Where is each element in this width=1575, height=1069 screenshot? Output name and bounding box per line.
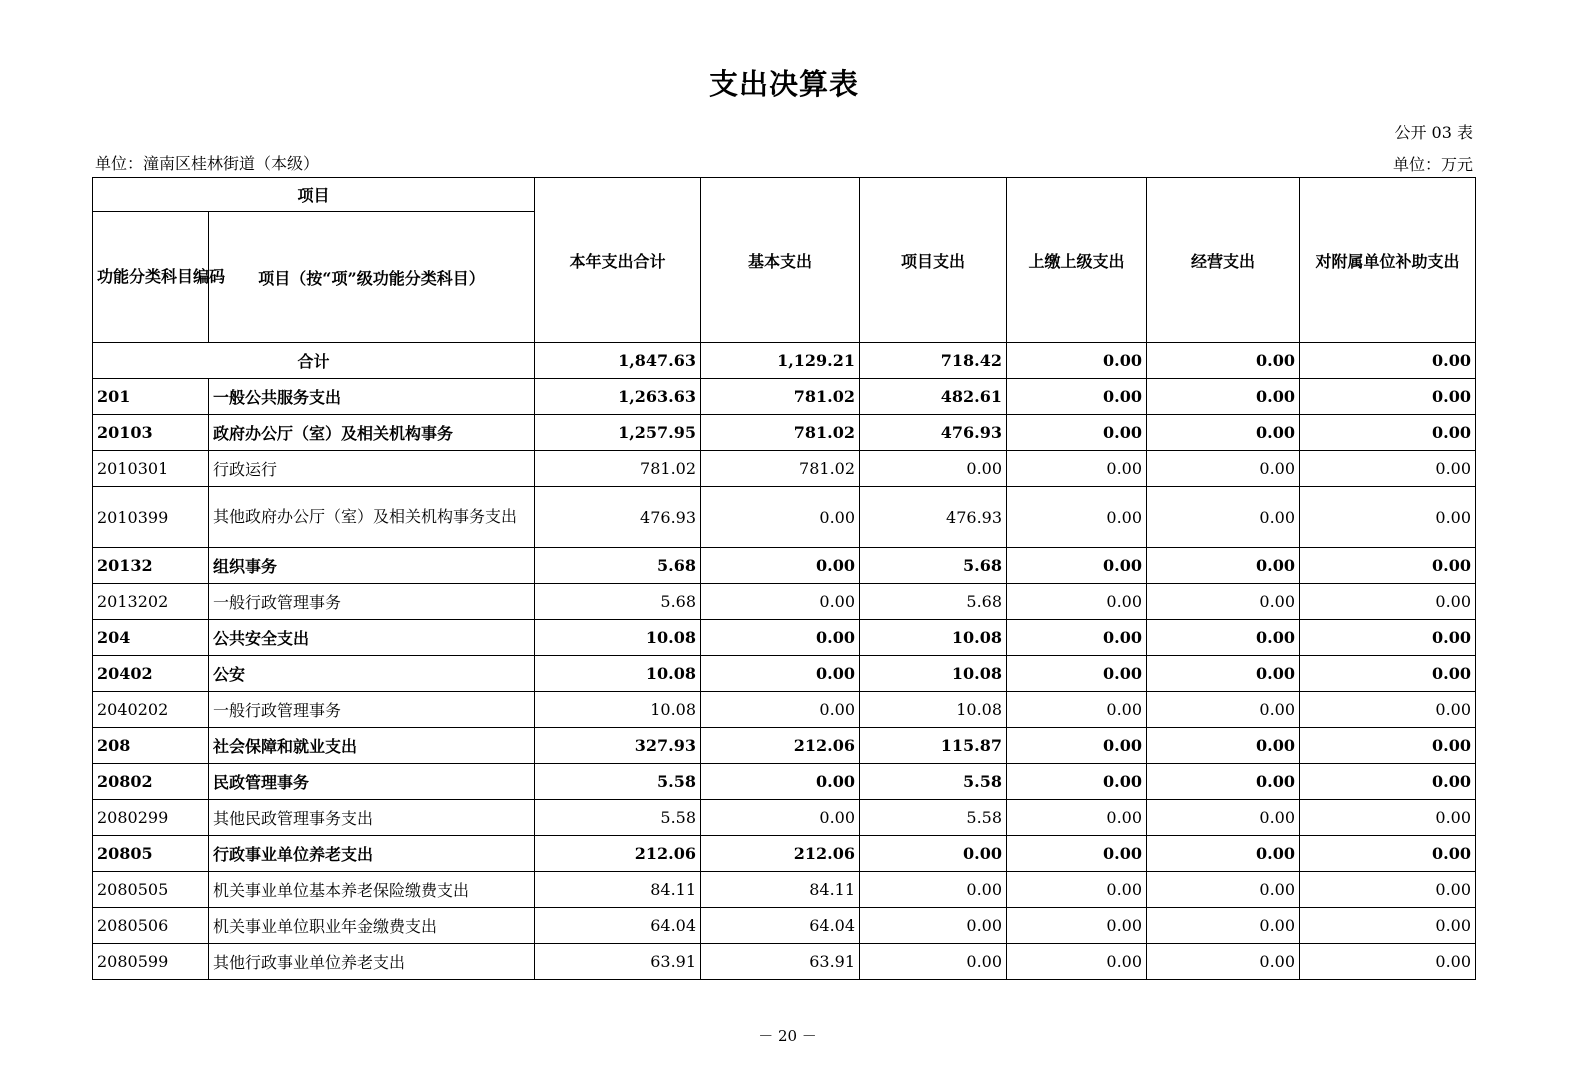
row-total: 476.93 <box>535 487 701 548</box>
row-upper: 0.00 <box>1007 379 1147 415</box>
row-basic: 64.04 <box>701 908 860 944</box>
report-title: 支出决算表 <box>708 67 859 101</box>
row-business: 0.00 <box>1147 656 1300 692</box>
table-row <box>93 944 1476 980</box>
row-basic: 0.00 <box>701 656 860 692</box>
row-total: 10.08 <box>535 692 701 728</box>
page-number: － 20 － <box>758 1027 817 1045</box>
row-upper: 0.00 <box>1007 487 1147 548</box>
header-item-group: 项目 <box>93 178 535 212</box>
row-code: 20132 <box>93 548 209 584</box>
row-upper: 0.00 <box>1007 692 1147 728</box>
row-name: 机关事业单位基本养老保险缴费支出 <box>209 872 535 908</box>
row-business: 0.00 <box>1147 764 1300 800</box>
row-business: 0.00 <box>1147 415 1300 451</box>
row-upper: 0.00 <box>1007 620 1147 656</box>
row-upper: 0.00 <box>1007 764 1147 800</box>
row-total: 10.08 <box>535 656 701 692</box>
row-project: 5.58 <box>860 764 1007 800</box>
row-upper: 0.00 <box>1007 728 1147 764</box>
table-row <box>93 656 1476 692</box>
row-subsidy: 0.00 <box>1300 548 1476 584</box>
header-upper: 上缴上级支出 <box>1007 178 1147 343</box>
row-project: 0.00 <box>860 836 1007 872</box>
reporting-unit: 单位：潼南区桂林街道（本级） <box>95 154 320 173</box>
row-name: 公安 <box>209 656 535 692</box>
row-upper: 0.00 <box>1007 548 1147 584</box>
row-subsidy: 0.00 <box>1300 415 1476 451</box>
row-subsidy: 0.00 <box>1300 728 1476 764</box>
row-project: 0.00 <box>860 451 1007 487</box>
row-total: 5.58 <box>535 800 701 836</box>
form-number: 公开 03 表 <box>1394 123 1473 142</box>
row-total: 64.04 <box>535 908 701 944</box>
row-project: 10.08 <box>860 656 1007 692</box>
row-business: 0.00 <box>1147 379 1300 415</box>
table-row <box>93 908 1476 944</box>
row-business: 0.00 <box>1147 800 1300 836</box>
row-upper: 0.00 <box>1007 415 1147 451</box>
row-subsidy: 0.00 <box>1300 908 1476 944</box>
row-basic: 0.00 <box>701 487 860 548</box>
table-row <box>93 487 1476 548</box>
row-basic: 212.06 <box>701 836 860 872</box>
total-business: 0.00 <box>1147 343 1300 379</box>
row-code: 2080505 <box>93 872 209 908</box>
row-business: 0.00 <box>1147 451 1300 487</box>
row-subsidy: 0.00 <box>1300 584 1476 620</box>
row-total: 63.91 <box>535 944 701 980</box>
row-subsidy: 0.00 <box>1300 944 1476 980</box>
table-row <box>93 379 1476 415</box>
header-name: 项目（按“项”级功能分类科目） <box>209 212 535 343</box>
row-subsidy: 0.00 <box>1300 487 1476 548</box>
table-row <box>93 548 1476 584</box>
row-business: 0.00 <box>1147 487 1300 548</box>
row-name: 其他行政事业单位养老支出 <box>209 944 535 980</box>
row-code: 2080506 <box>93 908 209 944</box>
row-basic: 781.02 <box>701 379 860 415</box>
row-business: 0.00 <box>1147 944 1300 980</box>
row-project: 10.08 <box>860 620 1007 656</box>
total-subsidy: 0.00 <box>1300 343 1476 379</box>
row-basic: 84.11 <box>701 872 860 908</box>
row-name: 组织事务 <box>209 548 535 584</box>
row-code: 2080599 <box>93 944 209 980</box>
row-code: 204 <box>93 620 209 656</box>
row-basic: 0.00 <box>701 584 860 620</box>
row-subsidy: 0.00 <box>1300 800 1476 836</box>
row-code: 20805 <box>93 836 209 872</box>
row-business: 0.00 <box>1147 548 1300 584</box>
row-name: 一般行政管理事务 <box>209 584 535 620</box>
row-upper: 0.00 <box>1007 800 1147 836</box>
row-business: 0.00 <box>1147 872 1300 908</box>
row-basic: 0.00 <box>701 548 860 584</box>
row-basic: 0.00 <box>701 764 860 800</box>
row-code: 2010399 <box>93 487 209 548</box>
row-basic: 63.91 <box>701 944 860 980</box>
row-code: 2010301 <box>93 451 209 487</box>
row-name: 行政事业单位养老支出 <box>209 836 535 872</box>
row-subsidy: 0.00 <box>1300 764 1476 800</box>
row-basic: 781.02 <box>701 415 860 451</box>
currency-unit: 单位：万元 <box>1392 155 1473 174</box>
row-business: 0.00 <box>1147 728 1300 764</box>
row-code: 201 <box>93 379 209 415</box>
row-project: 0.00 <box>860 944 1007 980</box>
row-basic: 0.00 <box>701 692 860 728</box>
row-upper: 0.00 <box>1007 451 1147 487</box>
total-label: 合计 <box>93 343 535 379</box>
row-name: 机关事业单位职业年金缴费支出 <box>209 908 535 944</box>
row-name: 其他民政管理事务支出 <box>209 800 535 836</box>
row-basic: 0.00 <box>701 620 860 656</box>
row-business: 0.00 <box>1147 908 1300 944</box>
table-row <box>93 872 1476 908</box>
table-row <box>93 728 1476 764</box>
row-total: 5.68 <box>535 584 701 620</box>
row-name: 民政管理事务 <box>209 764 535 800</box>
header-total: 本年支出合计 <box>535 178 701 343</box>
row-business: 0.00 <box>1147 584 1300 620</box>
row-project: 476.93 <box>860 487 1007 548</box>
total-basic: 1,129.21 <box>701 343 860 379</box>
row-subsidy: 0.00 <box>1300 872 1476 908</box>
row-basic: 212.06 <box>701 728 860 764</box>
row-code: 2080299 <box>93 800 209 836</box>
row-name: 一般行政管理事务 <box>209 692 535 728</box>
total-upper: 0.00 <box>1007 343 1147 379</box>
table-body <box>93 343 1476 980</box>
total-row <box>93 343 1476 379</box>
row-project: 476.93 <box>860 415 1007 451</box>
table-row <box>93 800 1476 836</box>
row-project: 5.68 <box>860 548 1007 584</box>
row-code: 20402 <box>93 656 209 692</box>
row-name: 其他政府办公厅（室）及相关机构事务支出 <box>209 487 535 548</box>
row-subsidy: 0.00 <box>1300 836 1476 872</box>
row-subsidy: 0.00 <box>1300 656 1476 692</box>
total-total: 1,847.63 <box>535 343 701 379</box>
row-project: 5.68 <box>860 584 1007 620</box>
row-business: 0.00 <box>1147 620 1300 656</box>
row-total: 84.11 <box>535 872 701 908</box>
table-row <box>93 451 1476 487</box>
header-business: 经营支出 <box>1147 178 1300 343</box>
table-row <box>93 836 1476 872</box>
row-name: 一般公共服务支出 <box>209 379 535 415</box>
row-basic: 0.00 <box>701 800 860 836</box>
row-total: 5.68 <box>535 548 701 584</box>
header-basic: 基本支出 <box>701 178 860 343</box>
row-code: 20103 <box>93 415 209 451</box>
row-project: 115.87 <box>860 728 1007 764</box>
row-basic: 781.02 <box>701 451 860 487</box>
header-code: 功能分类科目编码 <box>93 212 209 343</box>
row-total: 1,257.95 <box>535 415 701 451</box>
total-project: 718.42 <box>860 343 1007 379</box>
table-row <box>93 415 1476 451</box>
row-total: 10.08 <box>535 620 701 656</box>
row-code: 20802 <box>93 764 209 800</box>
row-total: 212.06 <box>535 836 701 872</box>
row-project: 5.58 <box>860 800 1007 836</box>
row-name: 社会保障和就业支出 <box>209 728 535 764</box>
row-business: 0.00 <box>1147 836 1300 872</box>
table-row <box>93 764 1476 800</box>
table-row <box>93 620 1476 656</box>
row-upper: 0.00 <box>1007 836 1147 872</box>
row-code: 208 <box>93 728 209 764</box>
row-project: 482.61 <box>860 379 1007 415</box>
expenditure-table <box>92 177 1476 980</box>
row-total: 781.02 <box>535 451 701 487</box>
row-upper: 0.00 <box>1007 908 1147 944</box>
row-subsidy: 0.00 <box>1300 379 1476 415</box>
table-row <box>93 584 1476 620</box>
row-upper: 0.00 <box>1007 872 1147 908</box>
row-code: 2013202 <box>93 584 209 620</box>
header-subsidy: 对附属单位补助支出 <box>1300 178 1476 343</box>
row-business: 0.00 <box>1147 692 1300 728</box>
row-name: 公共安全支出 <box>209 620 535 656</box>
row-upper: 0.00 <box>1007 584 1147 620</box>
row-total: 327.93 <box>535 728 701 764</box>
row-project: 0.00 <box>860 908 1007 944</box>
row-upper: 0.00 <box>1007 944 1147 980</box>
row-total: 1,263.63 <box>535 379 701 415</box>
row-total: 5.58 <box>535 764 701 800</box>
row-code: 2040202 <box>93 692 209 728</box>
row-project: 0.00 <box>860 872 1007 908</box>
header-project: 项目支出 <box>860 178 1007 343</box>
row-project: 10.08 <box>860 692 1007 728</box>
row-name: 政府办公厅（室）及相关机构事务 <box>209 415 535 451</box>
row-subsidy: 0.00 <box>1300 451 1476 487</box>
row-upper: 0.00 <box>1007 656 1147 692</box>
row-subsidy: 0.00 <box>1300 692 1476 728</box>
table-row <box>93 692 1476 728</box>
row-subsidy: 0.00 <box>1300 620 1476 656</box>
row-name: 行政运行 <box>209 451 535 487</box>
